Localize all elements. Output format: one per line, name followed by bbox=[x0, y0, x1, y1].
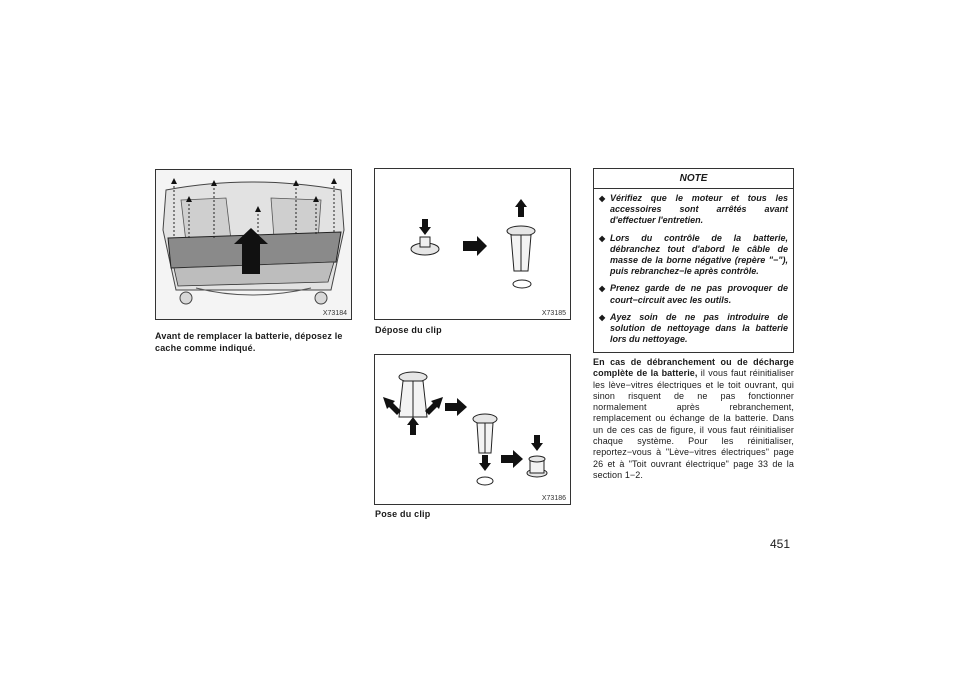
figure-code: X73185 bbox=[541, 310, 566, 317]
diamond-bullet-icon: ◆ bbox=[599, 284, 606, 294]
diamond-bullet-icon: ◆ bbox=[599, 312, 606, 322]
note-item: ◆ Ayez soin de ne pas introduire de solution de nettoyage dans la batterie lors du nettoyage. bbox=[599, 311, 788, 345]
figure-caption-engine-cover: Avant de remplacer la batterie, déposez le cache comme indiqué. bbox=[155, 331, 343, 353]
figure-caption-clip-installation: Pose du clip bbox=[375, 509, 431, 519]
note-list bbox=[594, 189, 793, 345]
figure-clip-removal bbox=[374, 168, 571, 320]
paragraph-text: il vous faut réinitialiser les lève−vitres électriques et le toit ouvrant, qui sinon risquent de ne pas fonctionner normalement après rebranchement, remplacement ou échange de la batterie. Dans un de ces cas de figure, il vous faut réinitialiser chaque système. Pour les réinitialiser, reportez−vous à "Lève−vitres électriques" page 26 et à "Toit ouvrant électrique" page 33 de la section 1−2. bbox=[593, 368, 794, 480]
figure-code: X73184 bbox=[322, 310, 347, 317]
diamond-bullet-icon: ◆ bbox=[599, 233, 606, 243]
diamond-bullet-icon: ◆ bbox=[599, 194, 606, 203]
paragraph-lead: En cas de débranchement ou de décharge complète de la batterie, bbox=[593, 357, 794, 379]
note-title: NOTE bbox=[594, 169, 793, 189]
note-item: ◆ Vérifiez que le moteur et tous les accessoires sont arrêtés avant d'effectuer l'entretien. bbox=[599, 193, 788, 226]
note-item: ◆ Prenez garde de ne pas provoquer de court−circuit avec les outils. bbox=[599, 283, 788, 305]
note-item: ◆ Lors du contrôle de la batterie, débranchez tout d'abord le câble de masse de la borne négative (repère "−"), puis rebranchez−le après contrôle. bbox=[599, 232, 788, 277]
figure-code: X73186 bbox=[541, 495, 566, 502]
figure-caption-clip-removal: Dépose du clip bbox=[375, 325, 442, 335]
figure-engine-cover bbox=[155, 169, 352, 320]
battery-reset-paragraph bbox=[593, 357, 794, 481]
clip-removal-illustration bbox=[375, 169, 570, 319]
engine-cover-illustration bbox=[156, 170, 351, 319]
clip-installation-illustration bbox=[375, 355, 570, 504]
figure-clip-installation bbox=[374, 354, 571, 505]
note-box bbox=[593, 168, 794, 353]
page-number: 451 bbox=[770, 537, 791, 551]
